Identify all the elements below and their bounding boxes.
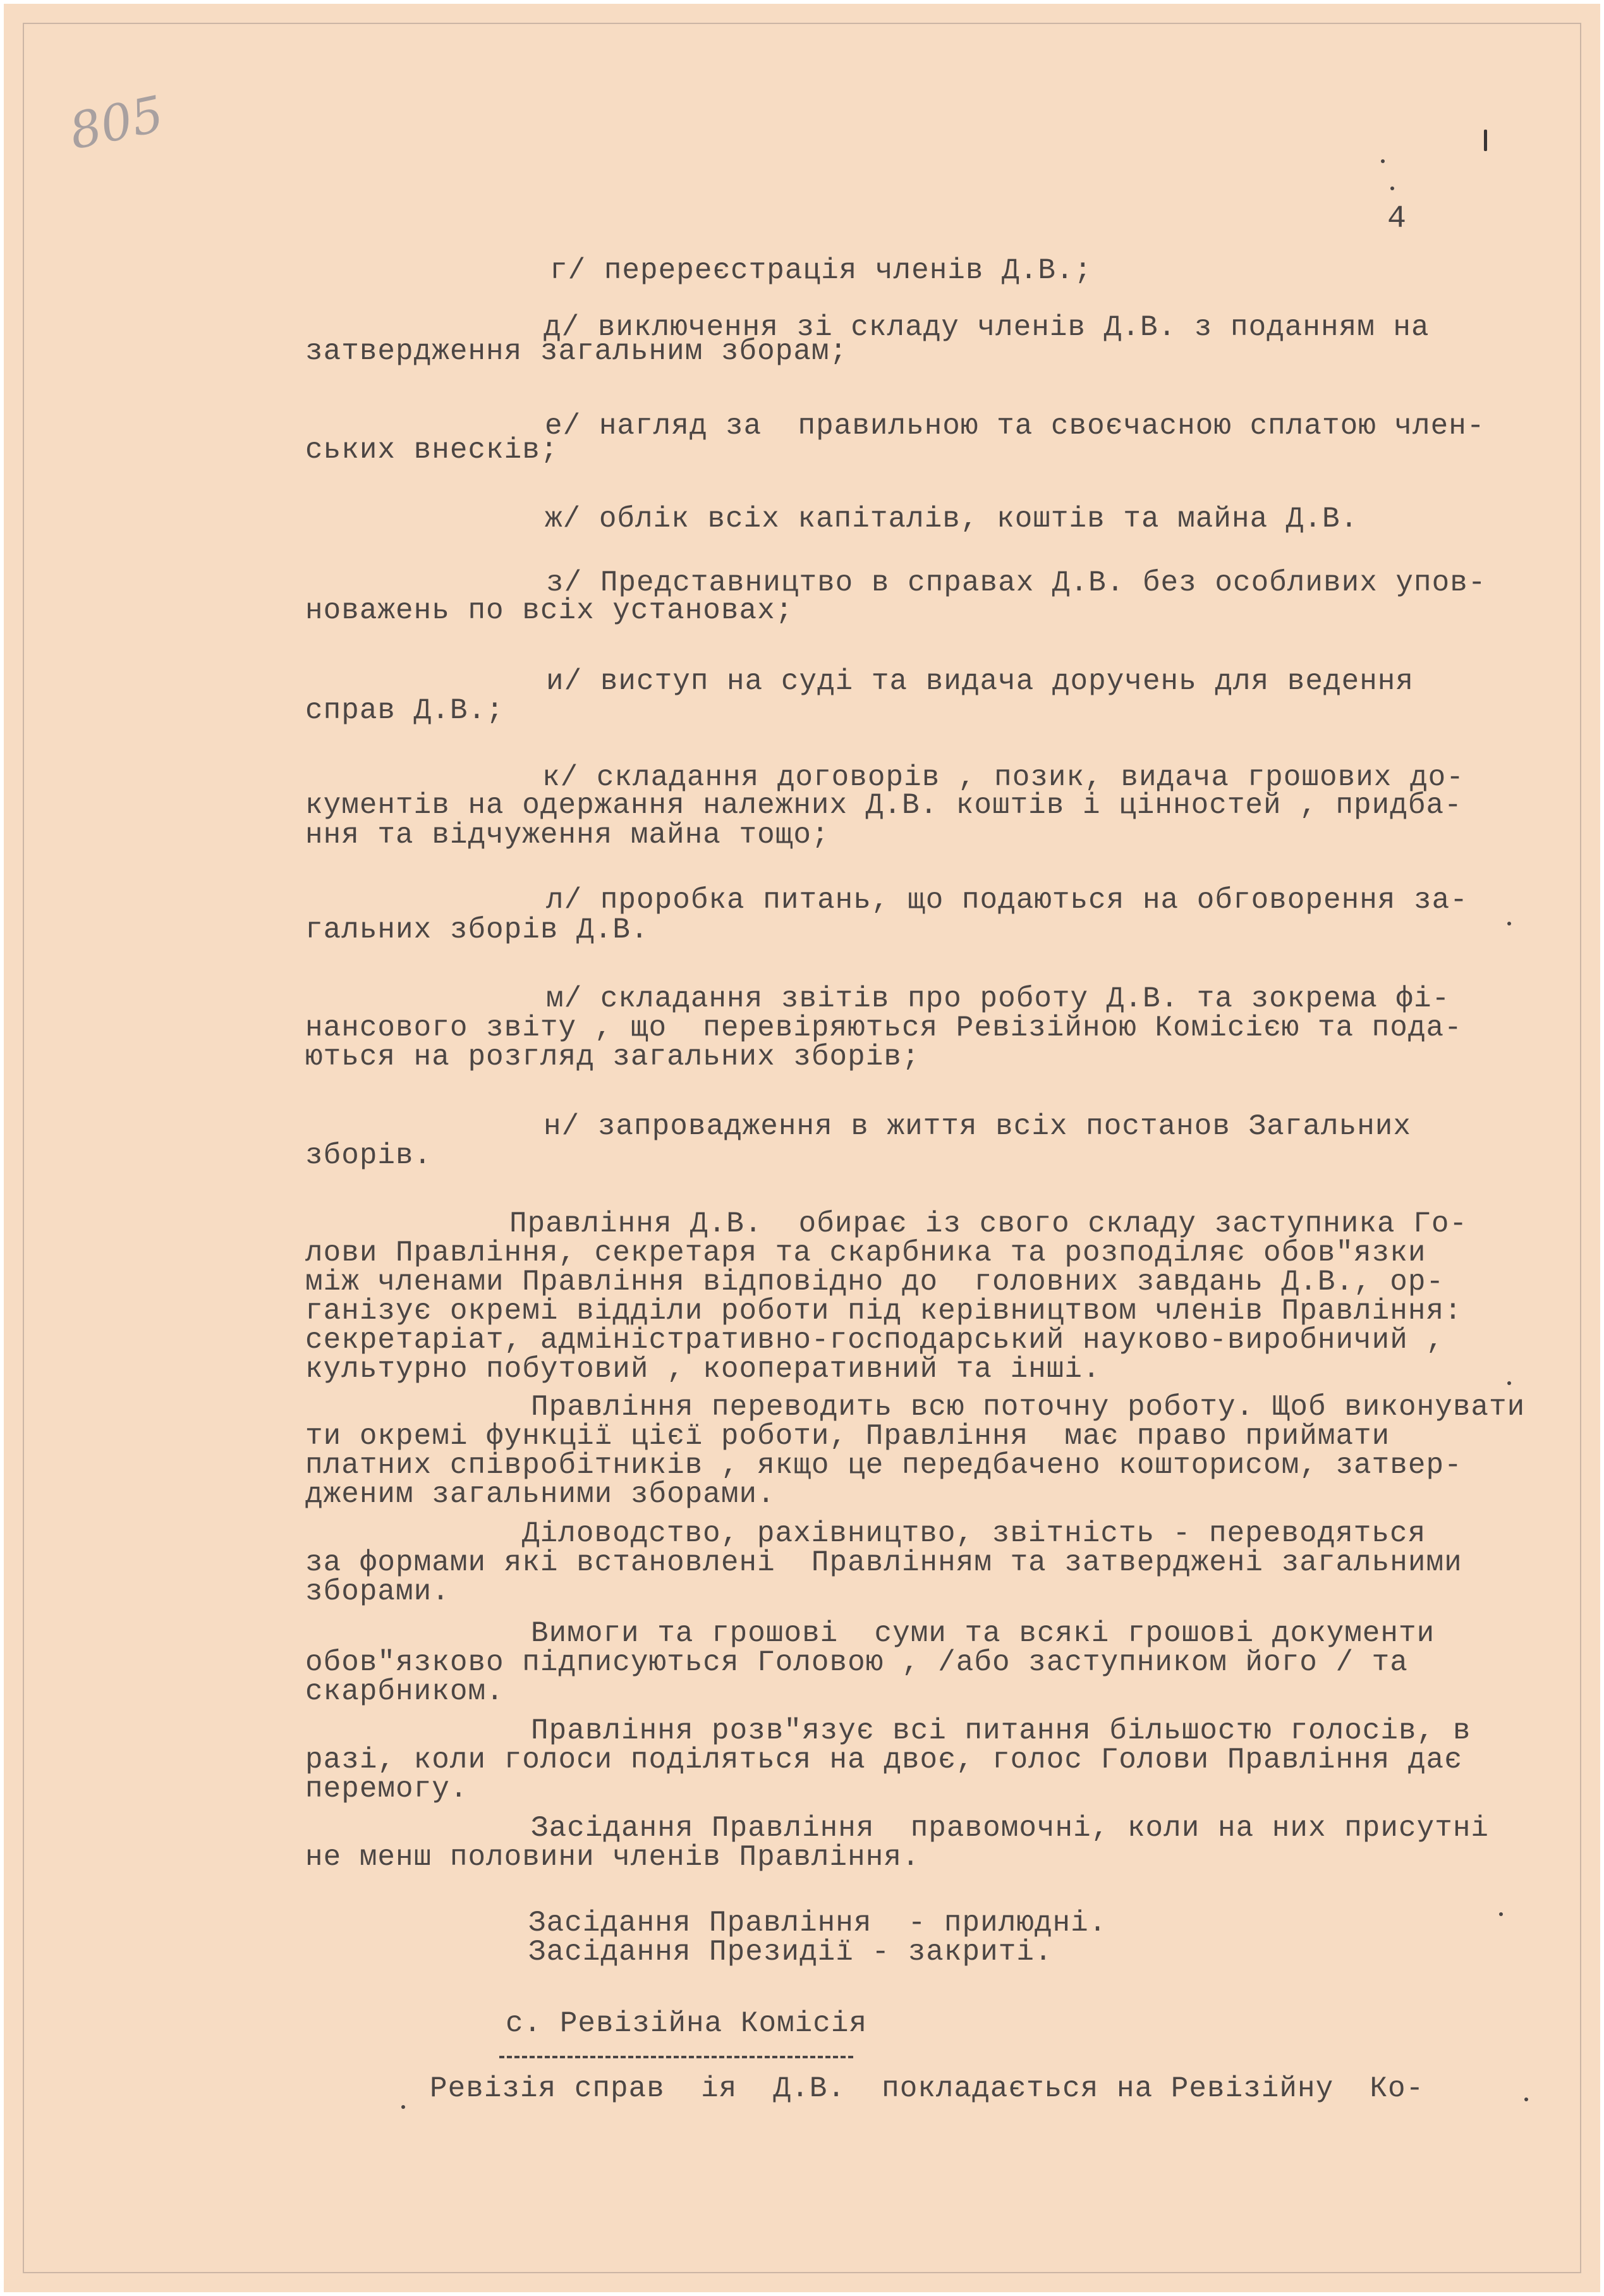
text-line: ганізує окремі відділи роботи під керівництвом членів Правління: [305,1295,1462,1328]
text-line: кументів на одержання належних Д.В. коштів і цінностей , придба- [305,789,1462,822]
text-line: Правління розв"язує всі питання більшостю голосів, в [531,1714,1471,1747]
heading-underline [499,2056,853,2058]
text-line: Вимоги та грошові суми та всякі грошові документи [531,1617,1435,1650]
ink-speck [1507,1381,1511,1385]
text-line: Правління Д.В. обирає із свого складу заступника Го- [509,1207,1468,1240]
page-number: 4 [1387,201,1407,237]
text-line: зборів. [305,1139,432,1172]
text-line: зборами. [305,1575,450,1608]
text-line: е/ нагляд за правильною та своєчасною сплатою член- [545,410,1485,443]
text-line: ння та відчуження майна тощо; [305,819,830,852]
ink-speck [1524,2098,1528,2101]
ink-speck [401,2105,405,2109]
text-line: секретаріат, адміністративно-господарський науково-виробничий , [305,1324,1445,1357]
pencil-archive-number: 805 [64,85,169,161]
text-line: л/ проробка питань, що подаються на обговорення за- [546,884,1468,917]
text-line: м/ складання звітів про роботу Д.В. та зокрема фі- [546,982,1450,1015]
text-line: нансового звіту , що перевіряються Ревізійною Комісією та пода- [305,1011,1462,1044]
text-line: Засідання Правління правомочні, коли на них присутні [531,1812,1490,1845]
text-line: за формами які встановлені Правлінням та затверджені загальними [305,1546,1462,1579]
text-line: затвердження загальним зборам; [305,335,848,368]
text-line: разі, коли голоси поділяться на двоє, голос Голови Правління дає [305,1743,1462,1776]
text-line: справ Д.В.; [305,694,504,727]
text-line: д/ виключення зі складу членів Д.В. з поданням на [544,311,1430,344]
text-line: к/ складання договорів , позик, видача грошових до- [542,761,1464,794]
text-line: між членами Правління відповідно до головних завдань Д.В., ор- [305,1266,1445,1298]
text-line: н/ запровадження в життя всіх постанов Загальних [544,1110,1412,1143]
ink-speck [1390,186,1394,190]
text-line: ються на розгляд загальних зборів; [305,1041,920,1073]
text-line: ти окремі функції цієї роботи, Правління має право приймати [305,1420,1390,1453]
text-line: ських внесків; [305,434,559,467]
text-line: платних співробітників , якщо це передбачено кошторисом, затвер- [305,1449,1462,1482]
text-line: культурно побутовий , кооперативний та інші. [305,1353,1101,1386]
text-line: Засідання Правління - прилюдні. [528,1907,1107,1939]
text-line: обов"язково підписуються Головою , /або заступником його / та [305,1646,1408,1679]
top-right-ink-mark [1484,130,1487,151]
ink-speck [1381,159,1385,163]
text-line: з/ Представництво в справах Д.В. без особливих упов- [546,566,1486,599]
text-line: ж/ облік всіх капіталів, коштів та майна Д.В. [545,503,1359,535]
text-line: перемогу. [305,1773,468,1805]
text-line: лови Правління, секретаря та скарбника та розподіляє обов"язки [305,1237,1426,1269]
text-line: не менш половини членів Правління. [305,1841,920,1874]
ink-speck [1507,922,1511,925]
text-line: гальних зборів Д.В. [305,913,649,946]
text-line: и/ виступ на суді та видача доручень для ведення [546,665,1414,698]
text-line: новажень по всіх установах; [305,594,794,627]
section-heading: с. Ревізійна Комісія [506,2007,868,2040]
text-line: дженим загальними зборами. [305,1478,775,1511]
ink-speck [1499,1912,1503,1916]
text-line: Ревізія справ ія Д.В. покладається на Ревізійну Ко- [430,2072,1425,2105]
text-line: г/ перереєстрація членів Д.В.; [550,254,1093,287]
text-line: Правління переводить всю поточну роботу. Щоб виконувати [531,1391,1526,1424]
text-line: Засідання Президії - закриті. [528,1936,1053,1969]
text-line: скарбником. [305,1675,504,1708]
text-line: Діловодство, рахівництво, звітність - переводяться [522,1517,1426,1550]
